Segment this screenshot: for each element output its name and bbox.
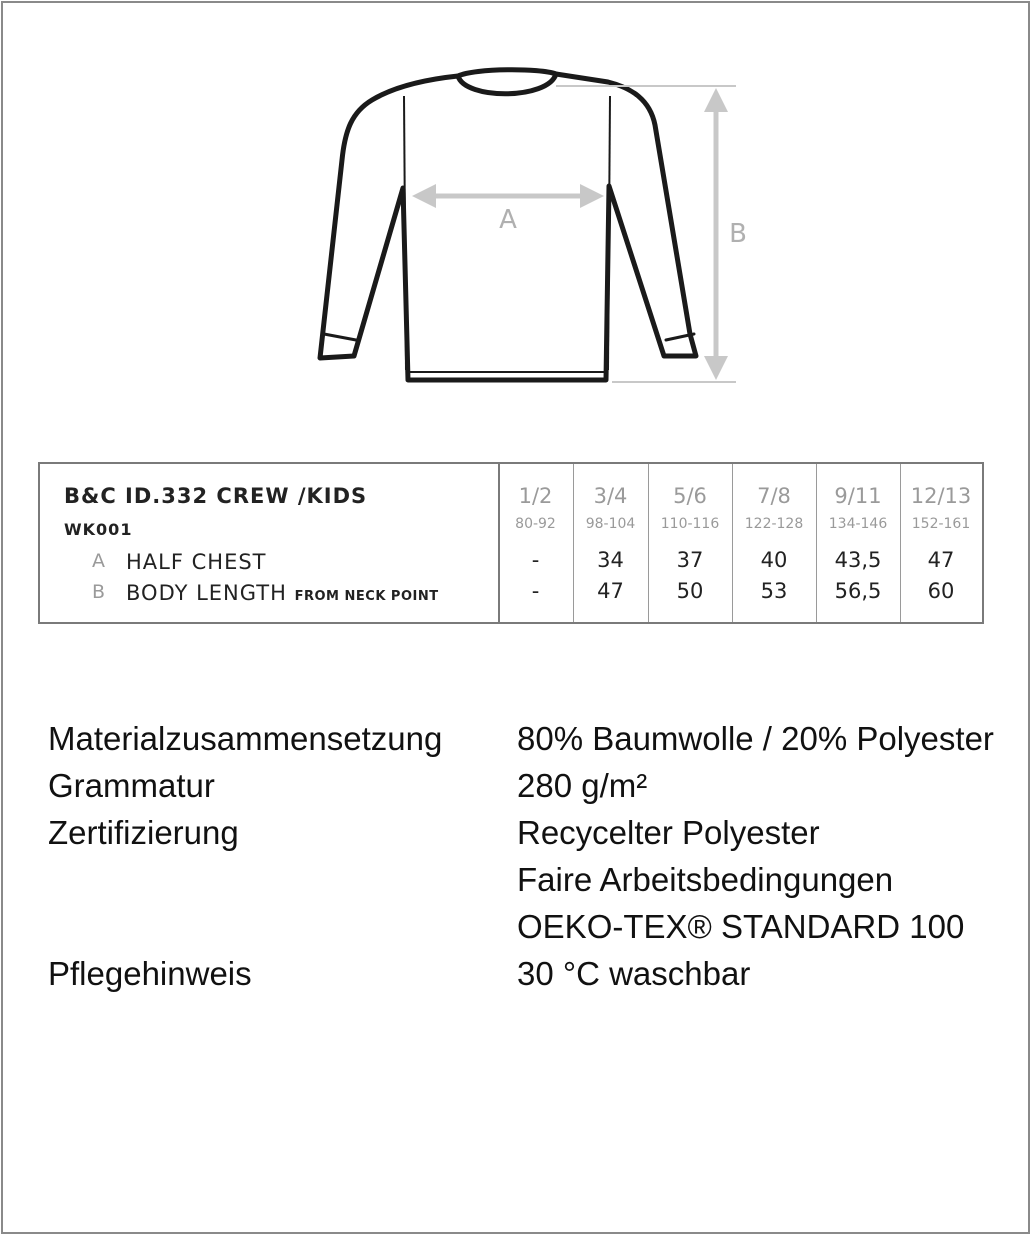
size-label: 3/4 [593,484,628,508]
measurement-b-label: B [729,219,747,249]
measurement-a-label: A [499,205,517,235]
spec-label-material: Materialzusammensetzung [48,720,443,757]
row-a-label [126,550,267,574]
age-range: 80-92 [515,516,556,532]
spec-label-care: Pflegehinweis [48,955,252,992]
sweatshirt-diagram [300,60,760,400]
half-chest-value: 43,5 [834,548,882,572]
spec-value-certification: OEKO-TEX® STANDARD 100 [517,908,965,945]
row-b-letter: B [92,581,106,603]
body-length-value: 50 [676,579,704,603]
spec-value-care: 30 °C waschbar [517,955,751,992]
body-length-value: 47 [597,579,624,603]
row-a-letter: A [92,550,105,572]
product-code: WK001 [64,520,133,539]
body-length-value: 53 [760,579,788,603]
row-b-label-text: BODY LENGTH [126,581,287,605]
size-label: 1/2 [518,484,553,508]
size-label: 12/13 [910,484,972,508]
measurement-b-arrow [556,86,736,382]
row-b-note: FROM NECK POINT [294,589,439,604]
size-column [648,464,732,622]
row-b-label [126,581,439,605]
spec-value-weight: 280 g/m² [517,767,648,804]
spec-value-certification: Faire Arbeitsbedingungen [517,861,894,898]
size-column [498,464,573,622]
body-length-value: 56,5 [834,579,882,603]
spec-label-weight: Grammatur [48,767,215,804]
size-column [900,464,982,622]
age-range: 134-146 [828,516,888,532]
age-range: 98-104 [585,516,636,532]
half-chest-value: 47 [927,548,955,572]
product-name: B&C ID.332 CREW /KIDS [64,484,368,508]
spec-value-material: 80% Baumwolle / 20% Polyester [517,720,994,757]
half-chest-value: 40 [760,548,788,572]
size-label: 7/8 [757,484,791,508]
age-range: 152-161 [911,516,971,532]
size-column [573,464,648,622]
spec-value-certification: Recycelter Polyester [517,814,820,851]
age-range: 110-116 [660,516,720,532]
size-label: 5/6 [673,484,707,508]
spec-label-certification: Zertifizierung [48,814,239,851]
size-column [816,464,900,622]
half-chest-value: 37 [676,548,704,572]
row-a-label-text: HALF CHEST [126,550,267,574]
size-column [732,464,816,622]
body-length-value: 60 [927,579,955,603]
body-length-value: - [531,579,540,603]
half-chest-value: 34 [597,548,624,572]
size-table [38,462,984,624]
half-chest-value: - [531,548,540,572]
age-range: 122-128 [744,516,804,532]
size-label: 9/11 [834,484,882,508]
